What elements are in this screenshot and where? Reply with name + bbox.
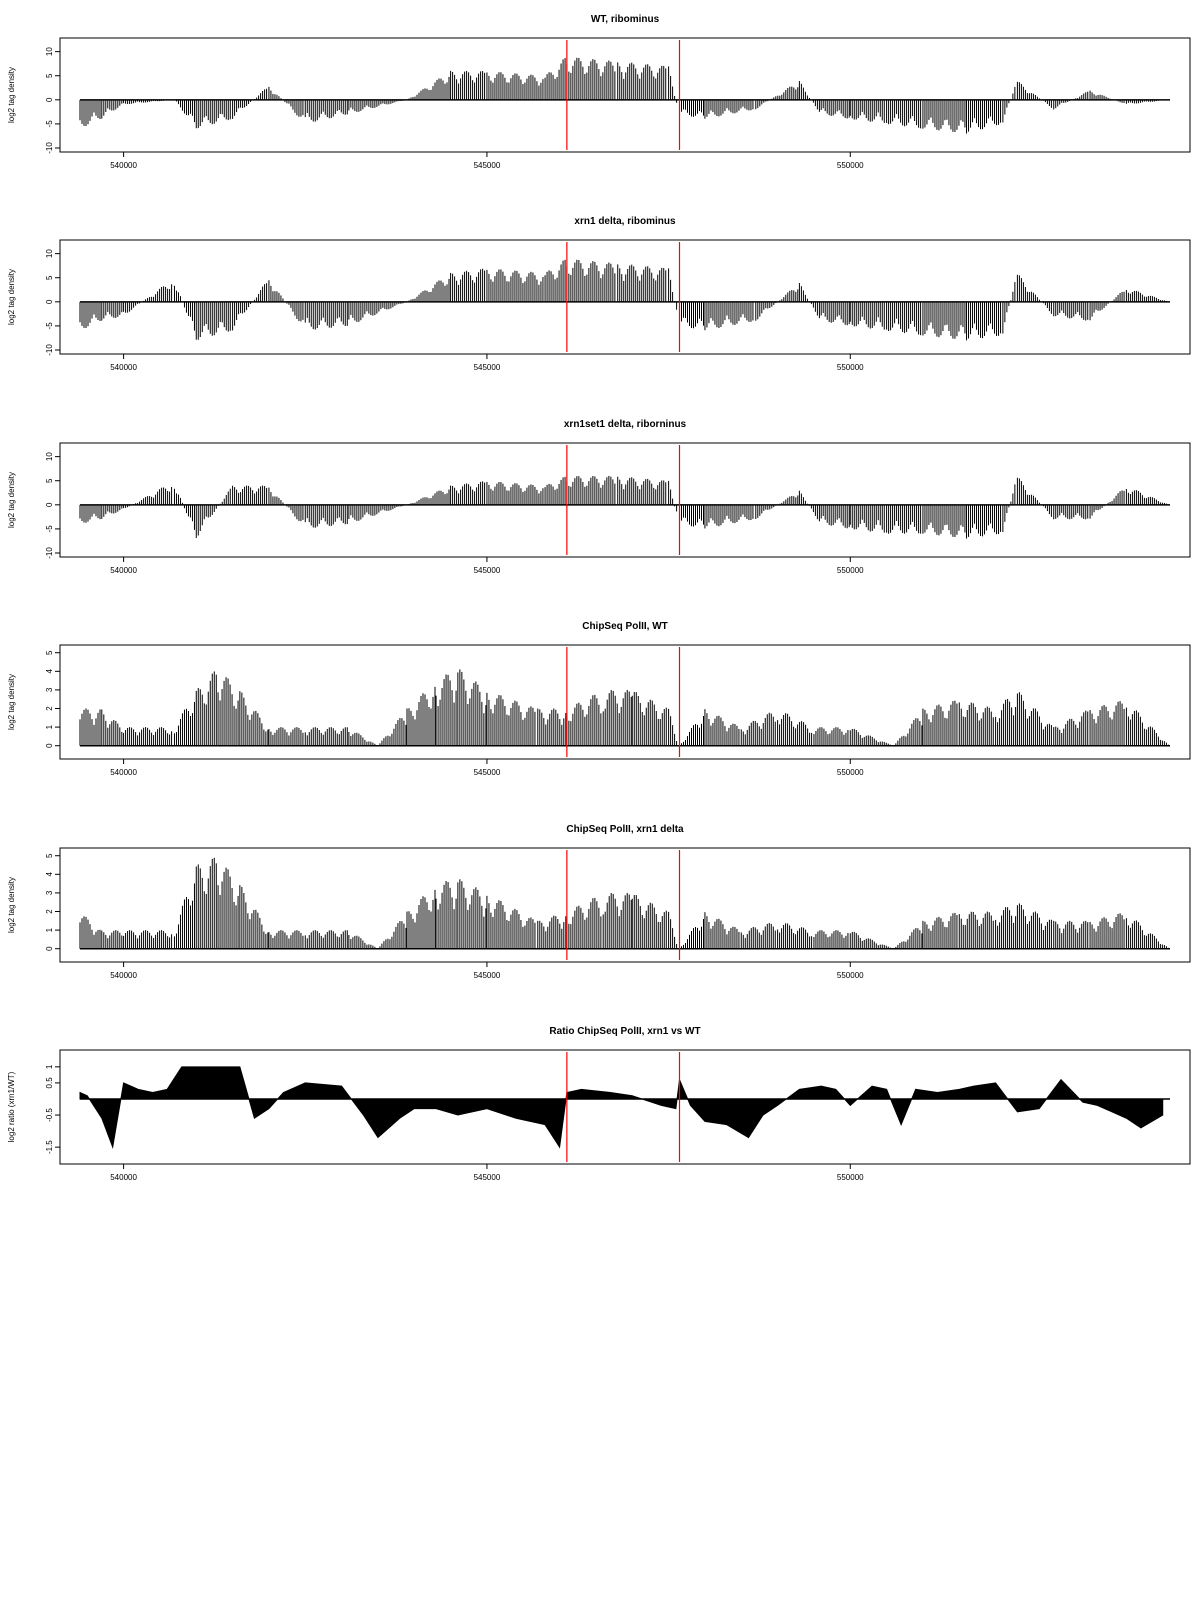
panel-6 [7, 1026, 1190, 1182]
x-tick-label: 540000 [110, 768, 137, 777]
y-tick-label: 5 [45, 650, 54, 655]
panel-3 [7, 419, 1190, 575]
y-tick-label: -10 [45, 142, 54, 154]
y-tick-label: 0 [45, 743, 54, 748]
y-tick-label: 5 [45, 853, 54, 858]
y-tick-label: 10 [45, 249, 54, 259]
y-tick-label: 4 [45, 669, 54, 674]
panel-5 [7, 824, 1190, 980]
y-tick-label: -5 [45, 525, 54, 533]
panel-title: ChipSeq PolII, xrn1 delta [566, 824, 684, 835]
x-tick-label: 550000 [836, 768, 864, 777]
x-tick-label: 540000 [110, 161, 137, 170]
y-tick-label: 0 [45, 97, 54, 103]
y-tick-label: 3 [45, 687, 54, 693]
y-tick-label: -10 [45, 344, 54, 356]
y-axis-label: log2 ratio (xrn1/WT) [7, 1071, 16, 1143]
panel-1 [7, 14, 1190, 170]
y-tick-label: -0.5 [45, 1108, 54, 1122]
plot-frame [60, 240, 1190, 354]
y-tick-label: 10 [45, 452, 54, 462]
x-tick-label: 550000 [836, 161, 864, 170]
x-tick-label: 540000 [110, 1173, 137, 1182]
y-tick-label: 0 [45, 299, 54, 305]
area-series [80, 1067, 1163, 1147]
x-tick-label: 550000 [836, 363, 864, 372]
x-tick-label: 550000 [836, 971, 864, 980]
x-tick-label: 550000 [836, 566, 864, 575]
y-tick-label: 2 [45, 706, 54, 711]
y-tick-label: -1.5 [45, 1140, 54, 1155]
y-tick-label: 1 [45, 1064, 54, 1070]
y-tick-label: 5 [45, 275, 54, 280]
panel-title: ChipSeq PolII, WT [582, 621, 668, 632]
y-tick-label: 10 [45, 47, 54, 57]
panel-title: xrn1set1 delta, riborninus [563, 419, 687, 430]
y-axis-label: log2 tag density [7, 673, 16, 731]
y-axis-label: log2 tag density [7, 66, 16, 124]
panel-title: Ratio ChipSeq PolII, xrn1 vs WT [549, 1026, 701, 1037]
y-tick-label: -5 [45, 322, 54, 330]
y-tick-label: -10 [45, 547, 54, 559]
plot-frame [60, 443, 1190, 557]
x-tick-label: 545000 [473, 161, 501, 170]
y-axis-label: log2 tag density [7, 471, 16, 529]
y-tick-label: 4 [45, 872, 54, 877]
x-tick-label: 540000 [110, 971, 137, 980]
y-tick-label: 1 [45, 724, 54, 730]
panel-title: WT, ribominus [590, 14, 660, 25]
x-tick-label: 545000 [473, 566, 501, 575]
y-axis-label: log2 tag density [7, 268, 16, 326]
y-tick-label: 5 [45, 73, 54, 78]
x-tick-label: 545000 [473, 1173, 501, 1182]
x-tick-label: 545000 [473, 363, 501, 372]
y-tick-label: 0 [45, 502, 54, 508]
plot-frame [60, 38, 1190, 152]
panel-2 [7, 216, 1190, 372]
y-tick-label: 0.5 [45, 1077, 54, 1089]
x-tick-label: 545000 [473, 971, 501, 980]
x-tick-label: 550000 [836, 1173, 864, 1182]
y-tick-label: 3 [45, 890, 54, 896]
panel-title: xrn1 delta, ribominus [574, 216, 676, 227]
y-tick-label: 1 [45, 927, 54, 933]
panel-4 [7, 621, 1190, 777]
y-tick-label: 5 [45, 478, 54, 483]
y-tick-label: 2 [45, 909, 54, 914]
y-tick-label: -5 [45, 120, 54, 128]
x-tick-label: 545000 [473, 768, 501, 777]
x-tick-label: 540000 [110, 363, 137, 372]
y-axis-label: log2 tag density [7, 876, 16, 934]
y-tick-label: 0 [45, 946, 54, 951]
x-tick-label: 540000 [110, 566, 137, 575]
